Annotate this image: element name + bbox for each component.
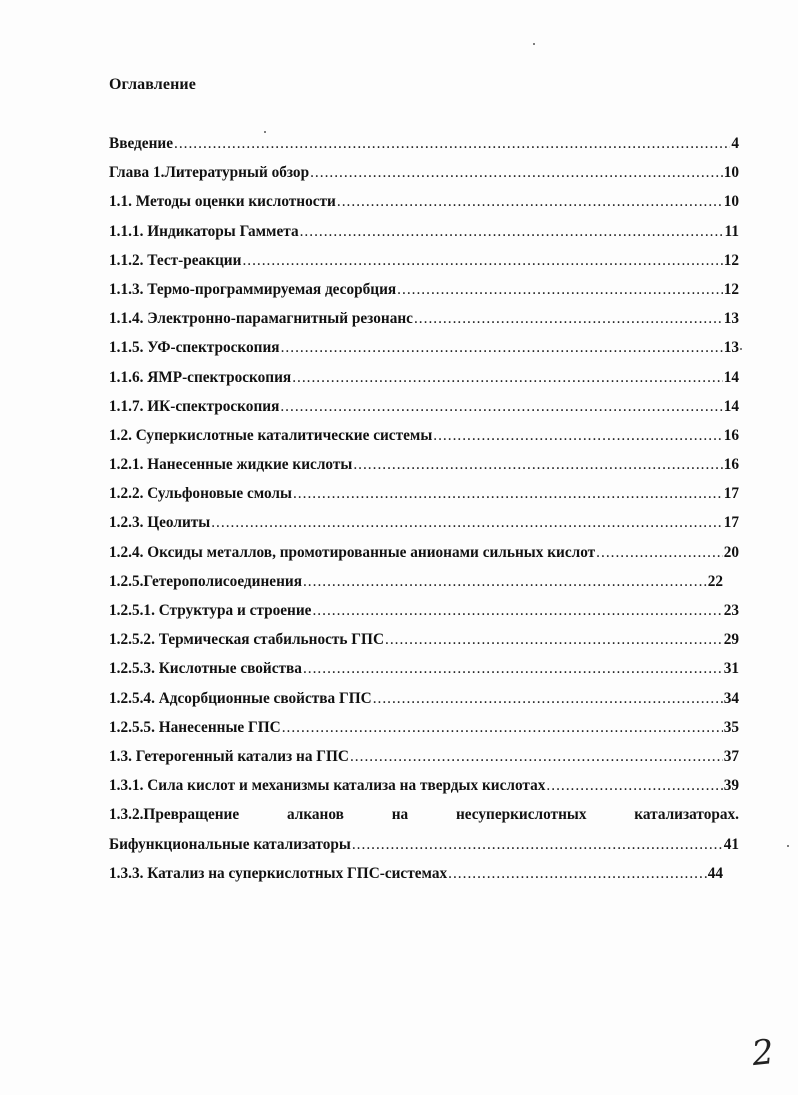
toc-entry xyxy=(109,135,739,164)
toc-entry-page: 14 xyxy=(723,397,739,415)
toc-entry-title: 1.2.1. Нанесенные жидкие кислоты xyxy=(109,456,353,474)
toc-leader xyxy=(312,602,722,620)
toc-entry xyxy=(109,777,739,806)
toc-leader xyxy=(433,427,722,445)
toc-entry xyxy=(109,690,739,719)
toc-entry-page: 31 xyxy=(723,660,739,678)
toc-leader xyxy=(546,777,722,795)
toc-entry xyxy=(109,631,739,660)
toc-entry xyxy=(109,748,739,777)
toc-entry xyxy=(109,223,739,252)
toc-entry-title: Бифункциональные катализаторы xyxy=(109,835,351,853)
toc-entry xyxy=(109,164,739,193)
toc-entry xyxy=(109,660,739,689)
toc-entry xyxy=(109,310,739,339)
toc-entry-title: 1.3.2.Превращение алканов на несуперкислотных катализаторах. xyxy=(109,806,739,824)
toc-entry-title: 1.1.2. Тест-реакции xyxy=(109,251,242,269)
toc-leader xyxy=(282,719,723,737)
page-title: Оглавление xyxy=(109,76,196,93)
toc-leader xyxy=(242,252,722,270)
toc-entry-page: 13 xyxy=(723,339,739,357)
toc-entry-page: 35 xyxy=(723,718,739,736)
scan-speck xyxy=(740,348,742,350)
toc-entry xyxy=(109,193,739,222)
toc-leader xyxy=(293,485,723,503)
toc-entry xyxy=(109,836,739,865)
toc-leader xyxy=(211,514,722,532)
toc-entry-page: 22 xyxy=(707,572,723,590)
toc-leader xyxy=(337,193,723,211)
toc-leader xyxy=(300,223,724,241)
toc-leader xyxy=(303,660,723,678)
toc-entry-page: 12 xyxy=(723,251,739,269)
toc-leader xyxy=(385,631,723,649)
scan-speck xyxy=(787,845,789,847)
toc-leader xyxy=(414,310,723,328)
toc-leader xyxy=(174,135,730,153)
toc-entry-page: 41 xyxy=(723,835,739,853)
handwritten-page-number: 2 xyxy=(749,1031,776,1075)
toc-entry xyxy=(109,602,739,631)
toc-entry-title: 1.3.1. Сила кислот и механизмы катализа на твердых кислотах xyxy=(109,777,546,795)
toc-entry-title: 1.1.1. Индикаторы Гаммета xyxy=(109,222,299,240)
toc-entry-title: 1.1.3. Термо-программируемая десорбция xyxy=(109,280,397,298)
toc-entry-page: 17 xyxy=(723,514,739,532)
toc-entry-title: 1.1.5. УФ-спектроскопия xyxy=(109,339,280,357)
toc-leader xyxy=(373,690,723,708)
toc-entry xyxy=(109,339,739,368)
toc-entry xyxy=(109,514,739,543)
toc-entry-title: 1.2. Суперкислотные каталитические системы xyxy=(109,426,433,444)
toc-entry-page: 16 xyxy=(723,456,739,474)
toc-entry-title: Введение xyxy=(109,135,173,152)
toc-entry-title: 1.1.4. Электронно-парамагнитный резонанс xyxy=(109,310,413,328)
toc-entry-title: 1.2.5.5. Нанесенные ГПС xyxy=(109,718,281,736)
toc-entry-page: 16 xyxy=(723,426,739,444)
toc-entry xyxy=(109,719,739,748)
toc-entry-page: 13 xyxy=(723,310,739,328)
toc-entry-page: 12 xyxy=(723,280,739,298)
toc-leader xyxy=(281,339,723,357)
toc-entry-title: 1.2.5.1. Структура и строение xyxy=(109,602,312,619)
toc-leader xyxy=(303,573,707,591)
toc-entry-page: 10 xyxy=(723,193,739,211)
scan-speck xyxy=(533,43,535,45)
toc-entry xyxy=(109,806,739,835)
toc-entry-page: 11 xyxy=(724,222,739,240)
toc-entry-title: 1.2.4. Оксиды металлов, промотированные анионами сильных кислот xyxy=(109,543,596,561)
toc-entry xyxy=(109,456,739,485)
toc-entry-title: 1.2.5.Гетерополисоединения xyxy=(109,572,302,590)
toc-leader xyxy=(448,865,707,883)
toc-entry-page: 34 xyxy=(723,689,739,707)
toc-entry xyxy=(109,252,739,281)
toc-entry-title: 1.3.3. Катализ на суперкислотных ГПС-системах xyxy=(109,864,448,882)
toc-entry xyxy=(109,485,739,514)
toc-leader xyxy=(292,369,723,387)
toc-entry-title: 1.2.3. Цеолиты xyxy=(109,514,211,532)
toc-entry-page: 10 xyxy=(723,164,739,182)
toc-leader xyxy=(353,456,722,474)
toc-entry-title: 1.1. Методы оценки кислотности xyxy=(109,193,336,211)
toc-entry-page: 29 xyxy=(723,631,739,649)
table-of-contents xyxy=(109,135,739,894)
toc-entry-page: 17 xyxy=(723,485,739,503)
toc-leader xyxy=(350,748,723,766)
toc-entry xyxy=(109,573,723,602)
toc-entry-page: 20 xyxy=(723,543,739,561)
toc-entry xyxy=(109,281,739,310)
scan-speck xyxy=(264,131,266,133)
toc-entry-title: 1.1.6. ЯМР-спектроскопия xyxy=(109,368,292,386)
toc-leader xyxy=(310,164,723,182)
toc-entry-title: 1.2.5.3. Кислотные свойства xyxy=(109,660,302,678)
toc-entry xyxy=(109,398,739,427)
toc-entry-page: 44 xyxy=(707,864,723,882)
toc-leader xyxy=(596,544,723,562)
toc-entry-page: 4 xyxy=(731,135,739,152)
toc-entry-title: 1.3. Гетерогенный катализ на ГПС xyxy=(109,747,349,765)
toc-entry-page: 37 xyxy=(723,747,739,765)
toc-leader xyxy=(397,281,723,299)
toc-entry xyxy=(109,865,723,894)
toc-entry-page: 14 xyxy=(723,368,739,386)
toc-leader xyxy=(280,398,722,416)
toc-entry-title: Глава 1.Литературный обзор xyxy=(109,164,310,182)
toc-entry xyxy=(109,427,739,456)
toc-entry-title: 1.2.2. Сульфоновые смолы xyxy=(109,485,292,503)
toc-leader xyxy=(352,836,723,854)
toc-entry-title: 1.2.5.2. Термическая стабильность ГПС xyxy=(109,631,384,649)
toc-entry-page: 23 xyxy=(723,602,739,619)
toc-entry xyxy=(109,544,739,573)
toc-entry-page: 39 xyxy=(723,777,739,795)
toc-entry-title: 1.1.7. ИК-спектроскопия xyxy=(109,397,280,415)
toc-entry-title: 1.2.5.4. Адсорбционные свойства ГПС xyxy=(109,689,372,707)
toc-entry xyxy=(109,369,739,398)
